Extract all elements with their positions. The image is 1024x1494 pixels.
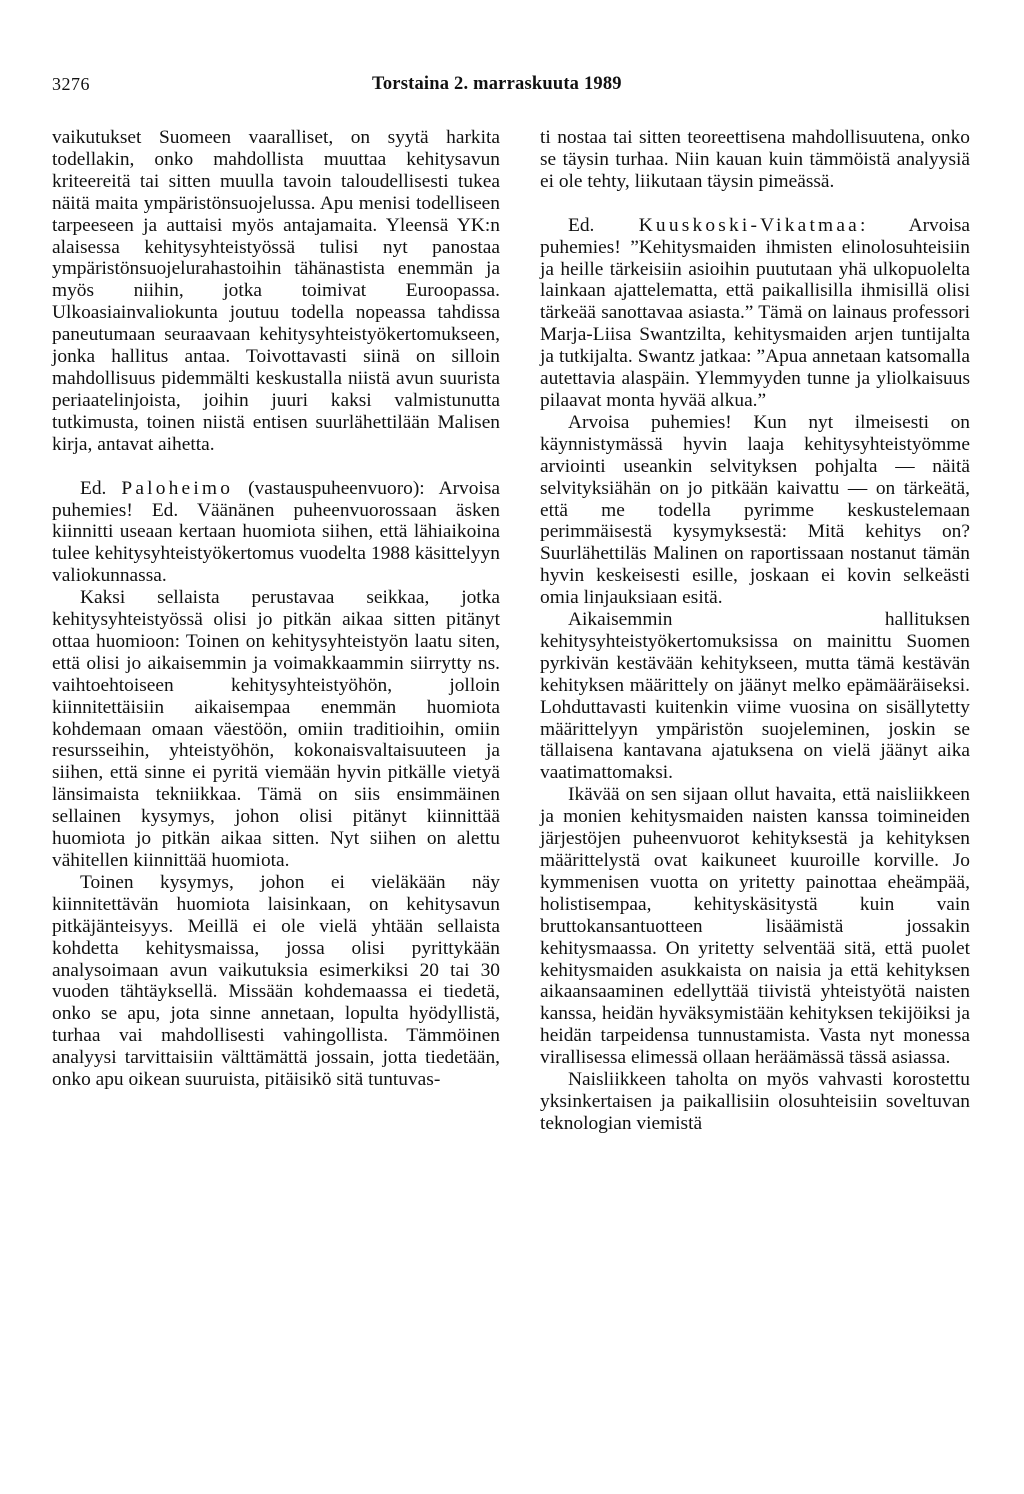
paragraph: Aikaisemmin hallituksen kehitysyhteistyökertomuksissa on mainittu Suomen pyrkivän kestävään kehitykseen, mutta tämä kestävän kehityksen määrittely on jäänyt melko epämääräiseksi. Lohduttavasti kuitenkin viime vuosina on sisällytetty määrittelyyn ympäristön suojeleminen, joskin se tällaisena kantavana ajatuksena on vielä jäänyt aika vaatimattomaksi. bbox=[540, 609, 970, 784]
page-header bbox=[0, 74, 1024, 100]
paragraph: Ikävää on sen sijaan ollut havaita, että naisliikkeen ja monien kehitysmaiden naisten kanssa toimineiden järjestöjen puheenvuorot kehityksestä ja kehityksen määrittelystä ovat kaikuneet kuuroille korville. Jo kymmenisen vuotta on yritetty painottaa eheämpää, holistisempaa, kehityskäsitystä kuin vain bruttokansantuotteen lisäämistä jossakin kehitysmaassa. On yritetty selventää sitä, että puolet kehitysmaiden asukkaista on naisia ja että kehityksen aikaansaaminen edellyttää tiivistä yhteistyötä naisten kanssa, heidän hyväksymistään kehityksen tekijöiksi ja heidän tarpeidensa tunnustamista. Vasta nyt monessa virallisessa elimessä ollaan heräämässä tässä asiassa. bbox=[540, 784, 970, 1069]
speech-paragraph bbox=[52, 478, 500, 588]
paragraph: Naisliikkeen taholta on myös vahvasti korostettu yksinkertaisen ja paikallisiin olosuhteisiin soveltuvan teknologian viemistä bbox=[540, 1069, 970, 1134]
speech-text: (vastauspuheenvuoro): Arvoisa puhemies! Ed. Väänänen puheenvuorossaan äsken kiinnitti useaan kertaan huomiota siihen, että lähiaikoina tulee kehitysyhteistyökertomus vuodelta 1988 käsittelyyn valiokunnassa. bbox=[52, 477, 500, 587]
speech-prefix: Ed. bbox=[568, 214, 639, 236]
left-column bbox=[52, 127, 500, 1091]
running-title: Torstaina 2. marraskuuta 1989 bbox=[372, 74, 622, 94]
speaker-name: Paloheimo bbox=[121, 477, 234, 499]
paragraph: Toinen kysymys, johon ei vieläkään näy kiinnitettävän huomiota laisinkaan, on kehitysavun pitkäjänteisyys. Meillä ei ole vielä yhtään sellaista kohdetta kehitysmaissa, jossa olisi pyrittykään analysoimaan avun vaikutuksia esimerkiksi 20 tai 30 vuoden tähtäyksellä. Missään kohdemaassa ei tiedetä, onko se apu, jota sinne annetaan, lopulta hyödyllistä, turhaa vai mahdollisesti vahingollista. Tämmöinen analyysi tarvittaisiin välttämättä jossain, jotta tiedetään, onko apu oikean suuruista, pitäisikö sitä tuntuvas- bbox=[52, 871, 500, 1091]
right-column bbox=[540, 127, 970, 1135]
speech-prefix: Ed. bbox=[80, 477, 122, 499]
paragraph: ti nostaa tai sitten teoreettisena mahdollisuutena, onko se täysin turhaa. Niin kauan kuin tämmöistä analyysiä ei ole tehty, liikutaan täysin pimeässä. bbox=[540, 127, 970, 192]
paragraph: Kaksi sellaista perustavaa seikkaa, jotka kehitysyhteistyössä olisi jo pitkän aikaa sitten pitänyt ottaa huomioon: Toinen on kehitysyhteistyön laatu siten, että olisi jo aikaisemmin ja voimakkaammin siirrytty ns. vaihtoehtoiseen kehitysyhteistyöhön, jolloin kiinnitettäisiin aikaisempaa enemmän huomiota kohdemaan omaan väestöön, omiin traditioihin, omiin resursseihin, yhteistyöhön, kokonaisvaltaisuuteen ja siihen, että sinne ei pyritä viemään hyvin pitkälle vietyä länsimaista tekniikkaa. Tämä on siis ensimmäinen sellainen kysymys, johon olisi pitänyt kiinnittää huomiota jo pitkän aikaa sitten. Nyt siihen on alettu vähitellen kiinnittää huomiota. bbox=[52, 587, 500, 871]
speaker-name: Kuuskoski-Vikatmaa bbox=[638, 214, 860, 236]
paragraph: Arvoisa puhemies! Kun nyt ilmeisesti on käynnistymässä hyvin laaja kehitysyhteistyömme arviointi useankin selvityksen pohjalta — näitä selvityksiähän on jo pitkään kaivattu — on tärkeätä, että me todella pyrimme keskustelemaan perimmäisestä kysymyksestä: Mitä kehitys on? Suurlähettiläs Malinen on raportissaan nostanut tämän hyvin keskeisesti esille, joskaan ei kovin selkeästi omia linjauksiaan esitä. bbox=[540, 411, 970, 609]
speech-text: : Arvoisa puhemies! ”Kehitysmaiden ihmisten elinolosuhteisiin ja heille tärkeisiin asioihin puututaan yhä ulkopuolelta lainkaan ajattelematta, että paikallisilla ihmisillä olisi tärkeää sanottavaa asiasta.” Tämä on lainaus professori Marja-Liisa Swantzilta, kehitysmaiden arjen tuntijalta ja tutkijalta. Swantz jatkaa: ”Apua annetaan katsomalla autettavia alaspäin. Ylemmyyden tunne ja yliolkaisuus pilaavat monta hyvää alkua.” bbox=[540, 214, 970, 411]
page-number: 3276 bbox=[52, 74, 90, 94]
speech-paragraph bbox=[540, 215, 970, 412]
paragraph: vaikutukset Suomeen vaaralliset, on syytä harkita todellakin, onko mahdollista muuttaa kehitysavun kriteereitä tai sitten muulla tavoin taloudellisesti tukea näitä maita ympäristönsuojelussa. Apu menisi todelliseen tarpeeseen ja auttaisi myös antajamaita. Yleensä YK:n alaisessa kehitysyhteistyössä tulisi nyt panostaa ympäristönsuojelurahastoihin tähänastista enemmän ja myös niihin, jotka toimivat Euroopassa. Ulkoasiainvaliokunta joutuu todella nopeassa tahdissa paneutumaan seuraavaan kehitysyhteistyökertomukseen, jonka hallitus antaa. Toivottavasti siinä on silloin mahdollisuus pidemmälti keskustalla niistä avun suurista periaatelinjoista, joihin juuri kaksi valmistunutta tutkimusta, toinen niistä entisen suurlähettilään Malisen kirja, antavat aihetta. bbox=[52, 127, 500, 455]
